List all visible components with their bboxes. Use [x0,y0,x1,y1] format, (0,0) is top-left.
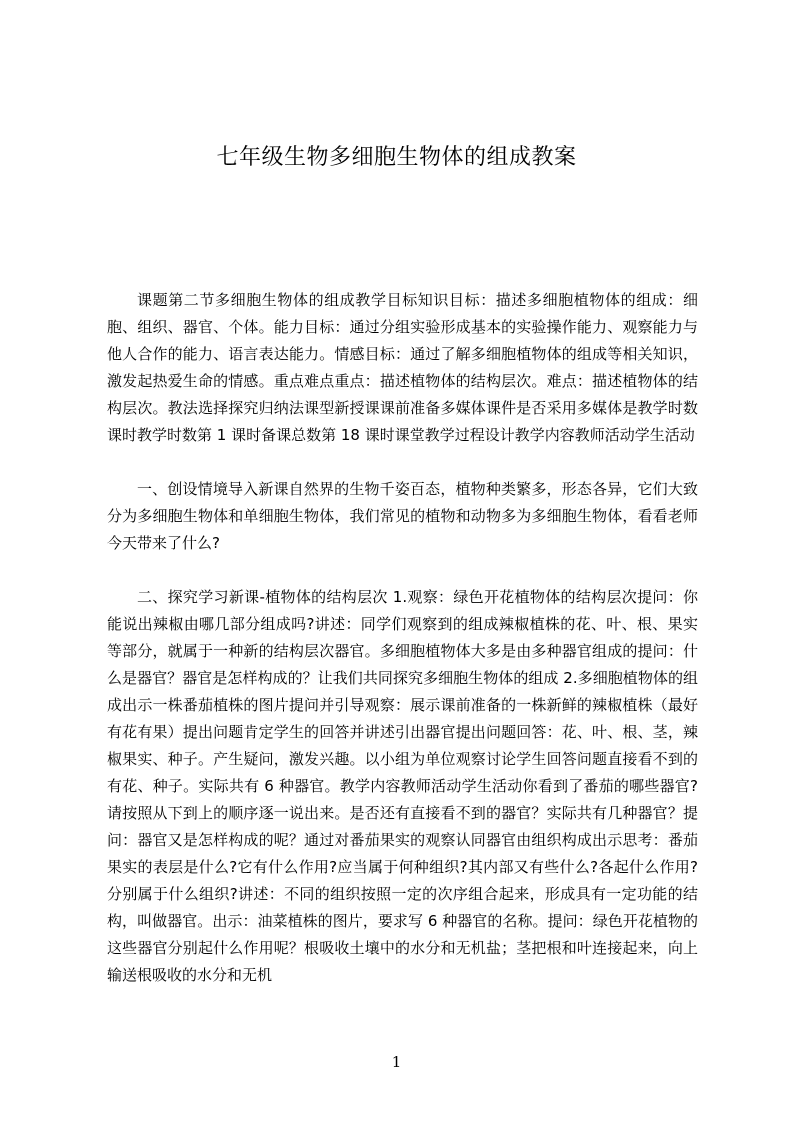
page-number: 1 [391,1053,402,1071]
document-body [107,287,698,1016]
document-title: 七年级生物多细胞生物体的组成教案 [216,145,577,170]
paragraph-exploration: 二、探究学习新课-植物体的结构层次 1.观察：绿色开花植物体的结构层次提问：你能说出辣椒由哪几部分组成吗?讲述：同学们观察到的组成辣椒植株的花、叶、根、果实等部分，就属于一种新的结构层次器官。多细胞植物体大多是由多种器官组成的提问：什么是器官？器官是怎样构成的？让我们共同探究多细胞生物体的组成 2.多细胞植物体的组成出示一株番茄植株的图片提问并引导观察：展示课前准备的一株新鲜的辣椒植株（最好有花有果）提出问题肯定学生的回答并讲述引出器官提出问题回答：花、叶、根、茎，辣椒果实、种子。产生疑问，激发兴趣。以小组为单位观察讨论学生回答问题直接看不到的有花、种子。实际共有 6 种器官。教学内容教师活动学生活动你看到了番茄的哪些器官?请按照从下到上的顺序逐一说出来。是否还有直接看不到的器官？实际共有几种器官？提问：器官又是怎样构成的呢？通过对番茄果实的观察认同器官由组织构成出示思考：番茄果实的表层是什么?它有什么作用?应当属于何种组织?其内部又有些什么?各起什么作用?分别属于什么组织?讲述：不同的组织按照一定的次序组合起来，形成具有一定功能的结构，叫做器官。出示：油菜植株的图片，要求写 6 种器官的名称。提问：绿色开花植物的这些器官分别起什么作用呢？根吸收土壤中的水分和无机盐；茎把根和叶连接起来，向上输送根吸收的水分和无机 [107,588,698,984]
paragraph-introduction: 一、创设情境导入新课自然界的生物千姿百态，植物种类繁多，形态各异，它们大致分为多细胞生物体和单细胞生物体，我们常见的植物和动物多为多细胞生物体，看看老师今天带来了什么? [107,480,698,552]
paragraph-lesson-overview: 课题第二节多细胞生物体的组成教学目标知识目标：描述多细胞植物体的组成：细胞、组织、器官、个体。能力目标：通过分组实验形成基本的实验操作能力、观察能力与他人合作的能力、语言表达能力。情感目标：通过了解多细胞植物体的组成等相关知识，激发起热爱生命的情感。重点难点重点：描述植物体的结构层次。难点：描述植物体的结构层次。教法选择探究归纳法课型新授课课前准备多媒体课件是否采用多媒体是教学时数课时教学时数第 1 课时备课总数第 18 课时课堂教学过程设计教学内容教师活动学生活动 [107,291,698,444]
